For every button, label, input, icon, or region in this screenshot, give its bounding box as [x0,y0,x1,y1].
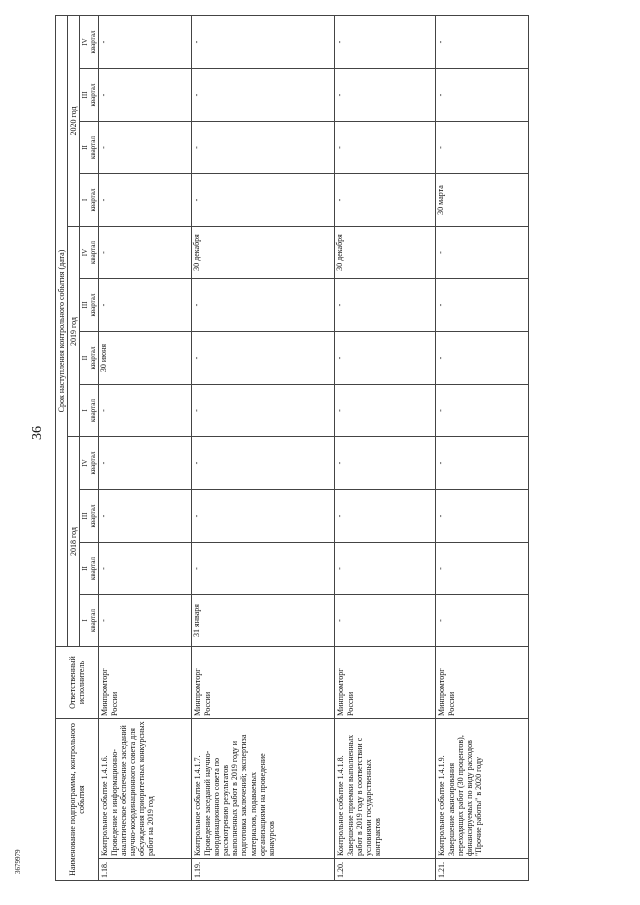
deadline-cell [335,122,436,174]
row-number: 1.18. [99,859,192,881]
deadline-cell [99,279,192,332]
header-responsible: Ответственный исполнитель [56,647,99,719]
deadline-cell [192,227,335,279]
year-header: 2018 год [68,437,80,647]
deadline-value: - [99,567,109,570]
deadline-value: - [436,567,446,570]
deadline-cell [436,437,529,490]
document-id: 3679979 [14,849,22,874]
table-row [436,15,529,880]
quarter-header [80,437,99,490]
deadline-value: - [99,461,109,465]
deadline-value: - [192,93,202,97]
deadline-value: - [192,409,202,412]
deadline-cell [99,69,192,122]
deadline-value: - [99,409,109,412]
deadline-value: - [99,93,109,97]
quarter-header [80,385,99,437]
deadline-value: - [436,461,446,465]
quarter-word: квартал [89,136,98,159]
deadline-value: 30 декабря [192,234,202,271]
deadline-value: - [99,514,109,518]
table-row [99,15,192,880]
row-number: 1.19. [192,859,335,881]
deadline-cell [192,122,335,174]
deadline-value: - [436,146,446,149]
deadline-cell [192,595,335,647]
quarter-roman: III [81,301,90,309]
deadline-value: - [192,198,202,202]
deadline-value: - [99,251,109,254]
deadline-value: - [436,251,446,254]
deadline-cell [99,122,192,174]
quarter-word: квартал [89,451,98,475]
deadline-cell [436,227,529,279]
deadline-value: - [192,356,202,360]
quarter-header [80,332,99,385]
deadline-value: - [99,146,109,149]
quarter-roman: IV [81,38,90,46]
quarter-header [80,69,99,122]
year-header: 2019 год [68,227,80,437]
quarter-header [80,279,99,332]
quarter-word: квартал [89,557,98,580]
deadline-value: - [335,514,345,518]
header-name: Наименование подпрограммы, контрольного события [56,719,99,881]
deadline-value: - [335,619,345,622]
deadline-cell [335,227,436,279]
deadline-value: - [436,514,446,518]
quarter-word: квартал [89,346,98,370]
quarter-roman: I [81,198,90,202]
quarter-word: квартал [89,293,98,317]
quarter-word: квартал [89,241,98,264]
table-row [335,15,436,880]
deadline-value: - [335,146,345,149]
event-name: Контрольное событие 1.4.1.8. Завершение приемки выполненных работ в 2019 году в соответствии с условиями государственных контрактов [335,719,436,859]
deadline-cell [436,385,529,437]
table-row [192,15,335,880]
deadline-value: - [436,619,446,622]
deadline-value: - [436,303,446,307]
deadline-value: - [99,619,109,622]
deadline-value: - [192,567,202,570]
deadline-cell [99,490,192,543]
deadline-value: - [436,93,446,97]
quarter-header [80,595,99,647]
deadline-cell [192,332,335,385]
deadline-cell [335,15,436,68]
responsible-executor: Минпромторг России [436,647,529,719]
deadline-cell [436,122,529,174]
deadline-value: - [192,303,202,307]
quarter-roman: I [81,409,90,412]
deadline-value: - [192,514,202,518]
deadline-cell [192,543,335,595]
deadline-value: 30 декабря [335,234,345,271]
deadline-value: - [99,198,109,202]
deadline-cell [335,279,436,332]
deadline-cell [99,437,192,490]
deadline-value: 30 марта [436,185,446,215]
deadline-cell [192,15,335,68]
deadline-value: - [99,303,109,307]
deadline-cell [436,490,529,543]
deadline-cell [99,385,192,437]
quarter-header [80,227,99,279]
table-body [99,15,529,880]
deadline-cell [335,385,436,437]
event-name: Контрольное событие 1.4.1.7. Проведение заседаний научно-координационного совета по рассмотрению результатов выполненных работ в 2019 году и подготовка заключений; экспертиза материалов, подаваемых организациями на проведение конкурсов [192,719,335,859]
deadline-cell [436,69,529,122]
deadline-cell [335,595,436,647]
deadline-cell [192,279,335,332]
quarter-roman: II [81,355,90,361]
deadline-cell [335,437,436,490]
quarter-roman: IV [81,248,90,257]
deadline-value: - [335,409,345,412]
deadline-cell [192,174,335,227]
deadline-value: - [335,93,345,97]
deadline-cell [192,69,335,122]
deadline-cell [99,174,192,227]
deadline-cell [192,437,335,490]
responsible-executor: Минпромторг России [192,647,335,719]
deadline-cell [99,227,192,279]
quarter-roman: IV [81,459,90,467]
quarter-word: квартал [89,504,98,528]
deadline-cell [335,543,436,595]
quarter-roman: I [81,619,90,622]
deadline-cell [335,490,436,543]
deadline-value: - [335,40,345,44]
deadline-cell [335,174,436,227]
deadline-cell [436,332,529,385]
page-number: 36 [30,426,45,440]
event-name: Контрольное событие 1.4.1.9. Завершение авансирования переходящих работ (30 процентов), финансируемых по виду расходов "Прочие работы" в 2020 году [436,719,529,859]
quarter-roman: III [81,512,90,520]
deadline-cell [192,490,335,543]
quarter-word: квартал [89,30,98,54]
deadline-value: - [335,303,345,307]
quarter-word: квартал [89,83,98,107]
deadline-cell [335,332,436,385]
rotated-table-container [55,16,625,881]
deadline-value: - [192,40,202,44]
quarter-word: квартал [89,609,98,632]
deadline-cell [335,69,436,122]
control-events-table [55,15,529,881]
deadline-value: - [335,567,345,570]
header-deadline: Срок наступления контрольного события (дата) [56,15,68,646]
quarter-word: квартал [89,188,98,212]
quarter-header [80,174,99,227]
deadline-cell [192,385,335,437]
row-number: 1.21. [436,859,529,881]
deadline-value: - [192,461,202,465]
table-header [56,15,99,880]
event-name: Контрольное событие 1.4.1.6. Проведение и информационно-аналитическое обеспечение заседаний научно-координационного совета для обсуждения приоритетных конкурсных работ на 2019 год [99,719,192,859]
quarter-roman: III [81,91,90,99]
deadline-value: - [436,356,446,360]
deadline-cell [99,595,192,647]
deadline-value: - [335,461,345,465]
deadline-value: - [335,356,345,360]
quarter-header [80,122,99,174]
quarter-word: квартал [89,399,98,422]
deadline-cell [436,279,529,332]
deadline-value: - [436,40,446,44]
deadline-cell [436,174,529,227]
quarter-header [80,15,99,68]
deadline-cell [436,543,529,595]
quarter-roman: II [81,145,90,150]
deadline-cell [99,332,192,385]
deadline-value: 30 июня [99,343,109,373]
deadline-value: - [99,40,109,44]
deadline-cell [436,15,529,68]
quarter-roman: II [81,566,90,571]
responsible-executor: Минпромторг России [335,647,436,719]
responsible-executor: Минпромторг России [99,647,192,719]
quarter-header [80,490,99,543]
deadline-cell [99,15,192,68]
deadline-value: - [192,146,202,149]
deadline-value: - [335,198,345,202]
year-header: 2020 год [68,15,80,226]
deadline-cell [436,595,529,647]
deadline-value: 31 января [192,604,202,637]
deadline-value: - [436,409,446,412]
deadline-cell [99,543,192,595]
row-number: 1.20. [335,859,436,881]
quarter-header [80,543,99,595]
